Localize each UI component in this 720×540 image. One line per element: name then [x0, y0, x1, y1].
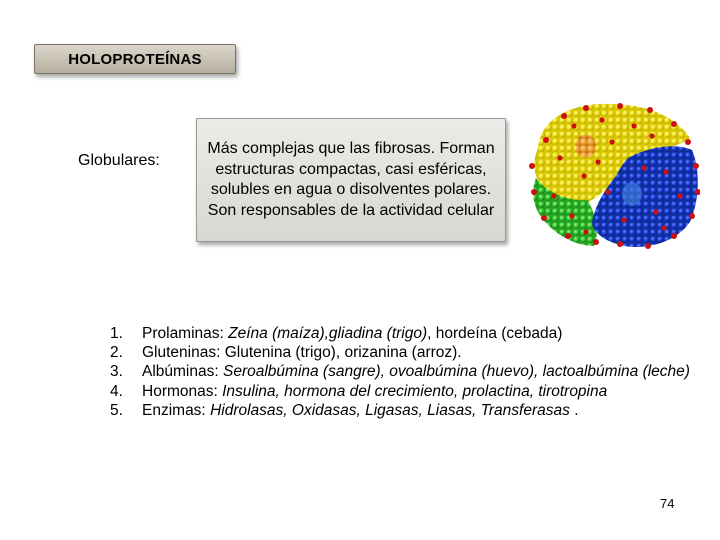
holoprotein-list [110, 324, 700, 420]
list-examples: Seroalbúmina (sangre), ovoalbúmina (huevo), lactoalbúmina (leche) [222, 363, 690, 381]
title-box [34, 44, 236, 74]
list-category: Albúminas: [142, 363, 223, 381]
list-number: 2. [110, 344, 123, 362]
list-number: 3. [110, 363, 123, 381]
list-number: 4. [110, 382, 123, 400]
list-item [110, 362, 700, 381]
list-number: 5. [110, 401, 123, 419]
description-text: Más complejas que las fibrosas. Forman estructuras compactas, casi esféricas, solubles en agua o disolventes polares. Son responsables de la actividad celular [207, 140, 495, 219]
list-item [110, 382, 700, 401]
slide-title: HOLOPROTEÍNAS [68, 50, 202, 68]
list-extra: , hordeína (cebada) [427, 325, 563, 342]
page-number: 74 [660, 496, 675, 511]
list-item [110, 324, 700, 343]
list-examples: Insulina, hormona del crecimiento, prolactina, tirotropina [222, 382, 608, 400]
list-examples: Hidrolasas, Oxidasas, Ligasas, Liasas, Transferasas [210, 401, 570, 419]
list-category: Hormonas: [142, 382, 223, 400]
list-item [110, 401, 700, 420]
globulares-label: Globulares: [78, 152, 160, 169]
description-box [196, 118, 506, 242]
list-category: Gluteninas: Glutenina (trigo), orizanina (arroz). [142, 344, 462, 362]
list-category: Enzimas: [142, 401, 211, 419]
list-item [110, 343, 700, 362]
globular-protein-molecule-icon [524, 96, 700, 252]
list-category: Prolaminas: [142, 325, 229, 342]
list-examples: Zeína (maíza),gliadina (trigo) [228, 325, 428, 342]
list-extra: . [569, 401, 579, 419]
list-number: 1. [110, 325, 123, 342]
